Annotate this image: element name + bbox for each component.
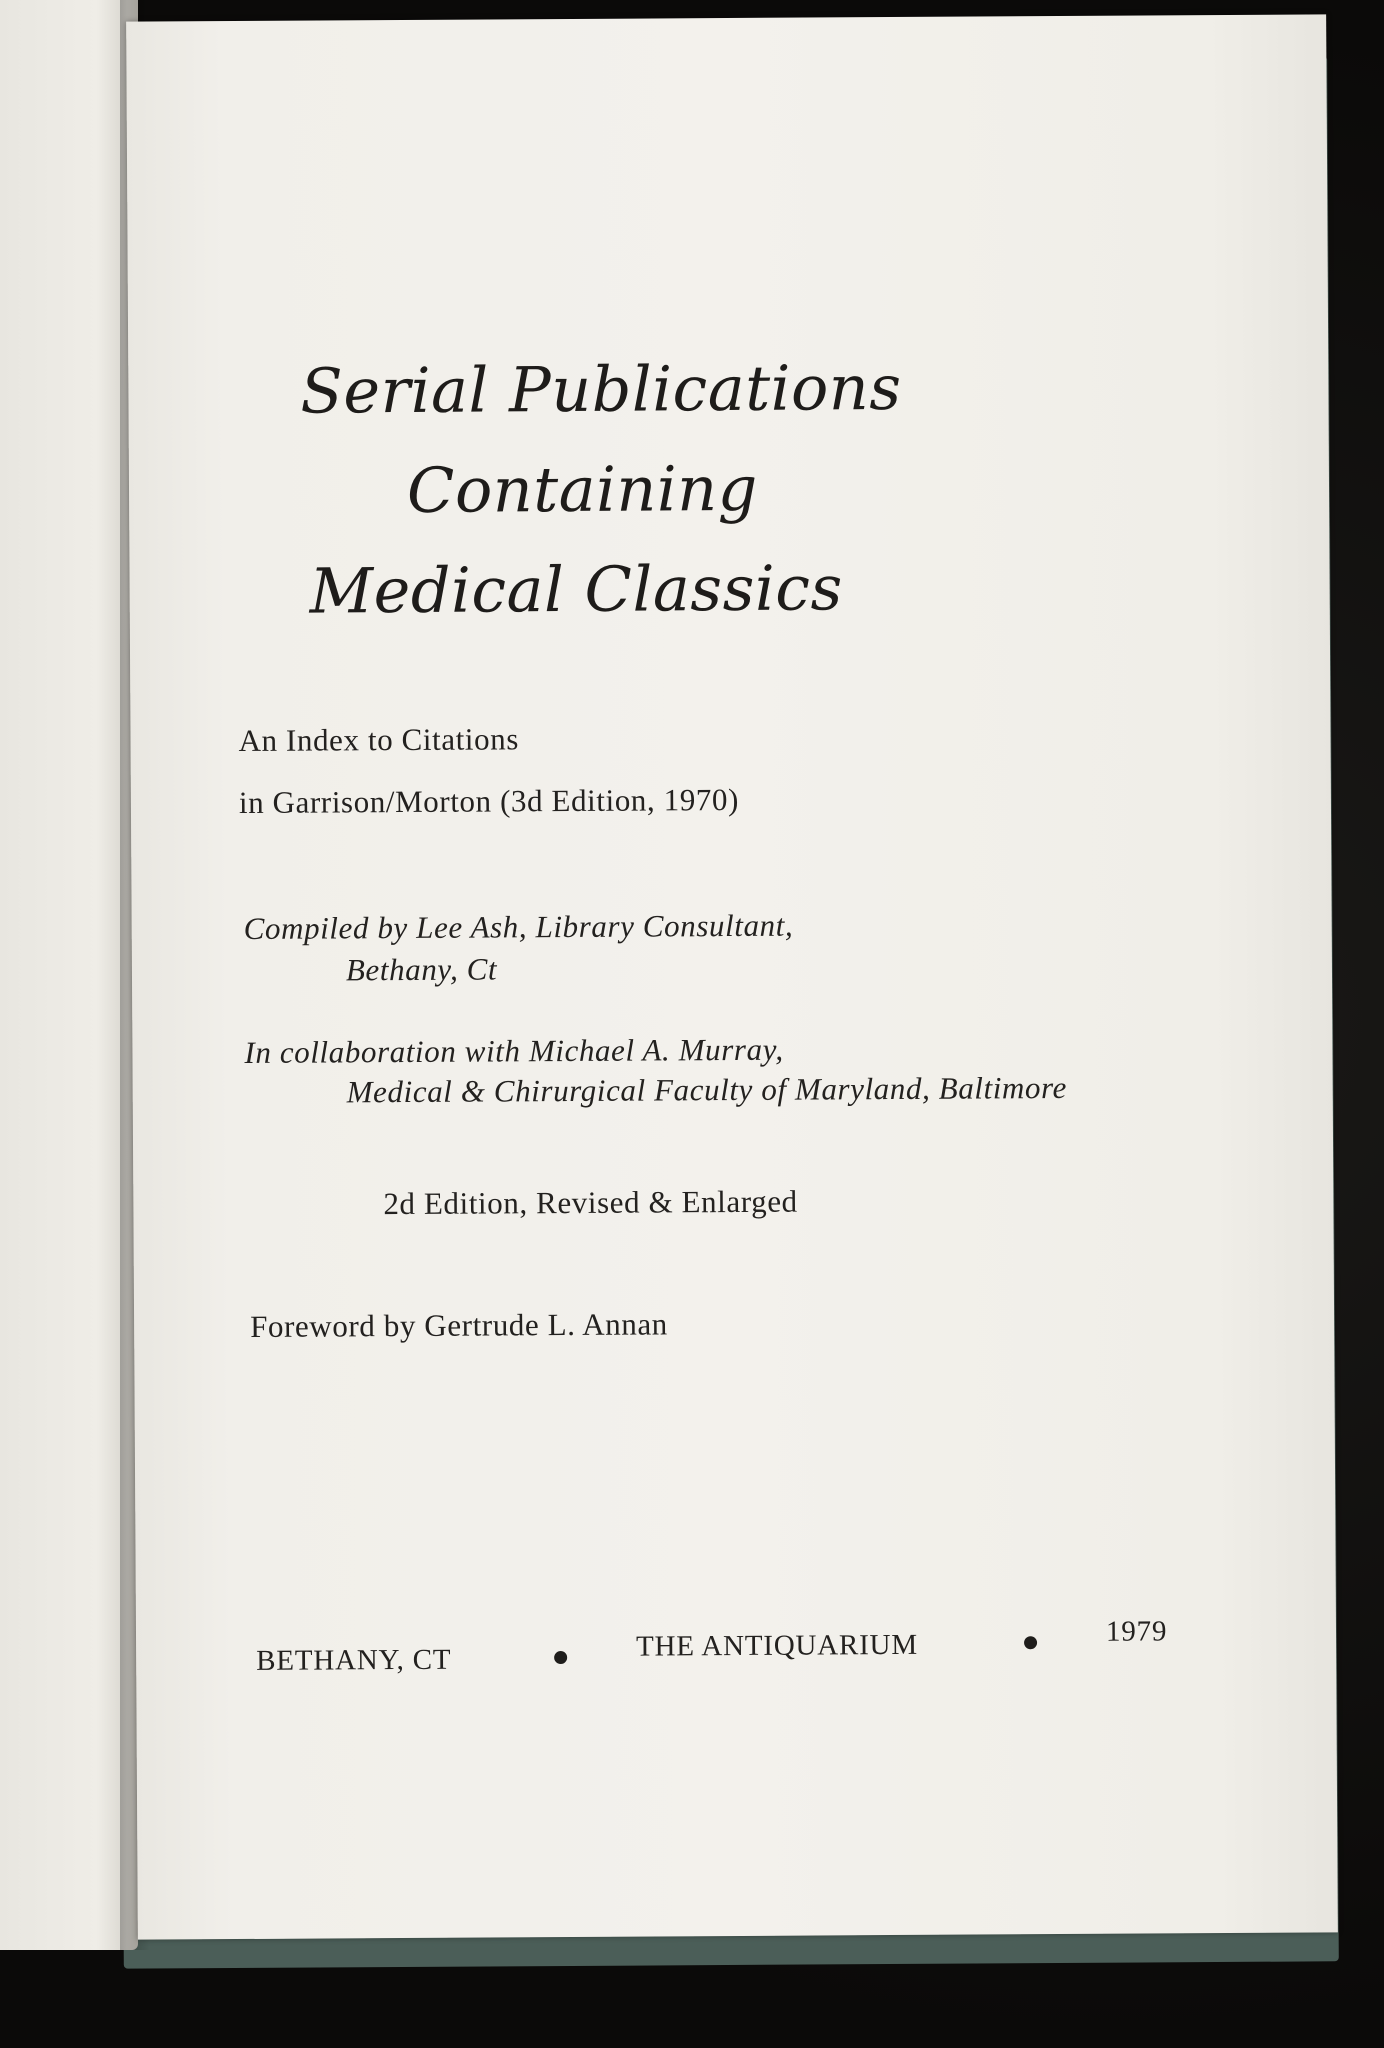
title-page (126, 14, 1338, 1939)
compiler-line-1: Compiled by Lee Ash, Library Consultant, (243, 907, 794, 946)
bullet-dot-icon (554, 1651, 567, 1664)
collaboration-line-1: In collaboration with Michael A. Murray, (244, 1031, 784, 1070)
edition-statement: 2d Edition, Revised & Enlarged (383, 1183, 798, 1222)
bullet-dot-icon (1024, 1636, 1037, 1649)
compiler-line-2: Bethany, Ct (345, 951, 498, 988)
title-line-3: Medical Classics (309, 551, 844, 628)
subtitle-line-1: An Index to Citations (238, 721, 520, 759)
left-page-edge (0, 0, 138, 1950)
imprint-publisher: THE ANTIQUARIUM (635, 1628, 919, 1663)
title-line-1: Serial Publications (300, 350, 902, 428)
subtitle-line-2: in Garrison/Morton (3d Edition, 1970) (238, 781, 740, 821)
foreword-credit: Foreword by Gertrude L. Annan (250, 1306, 668, 1344)
imprint-year: 1979 (1105, 1615, 1168, 1648)
collaboration-line-2: Medical & Chirurgical Faculty of Maryland, Baltimore (346, 1069, 1068, 1110)
title-line-2: Containing (406, 451, 759, 527)
imprint-place: BETHANY, CT (256, 1643, 452, 1677)
